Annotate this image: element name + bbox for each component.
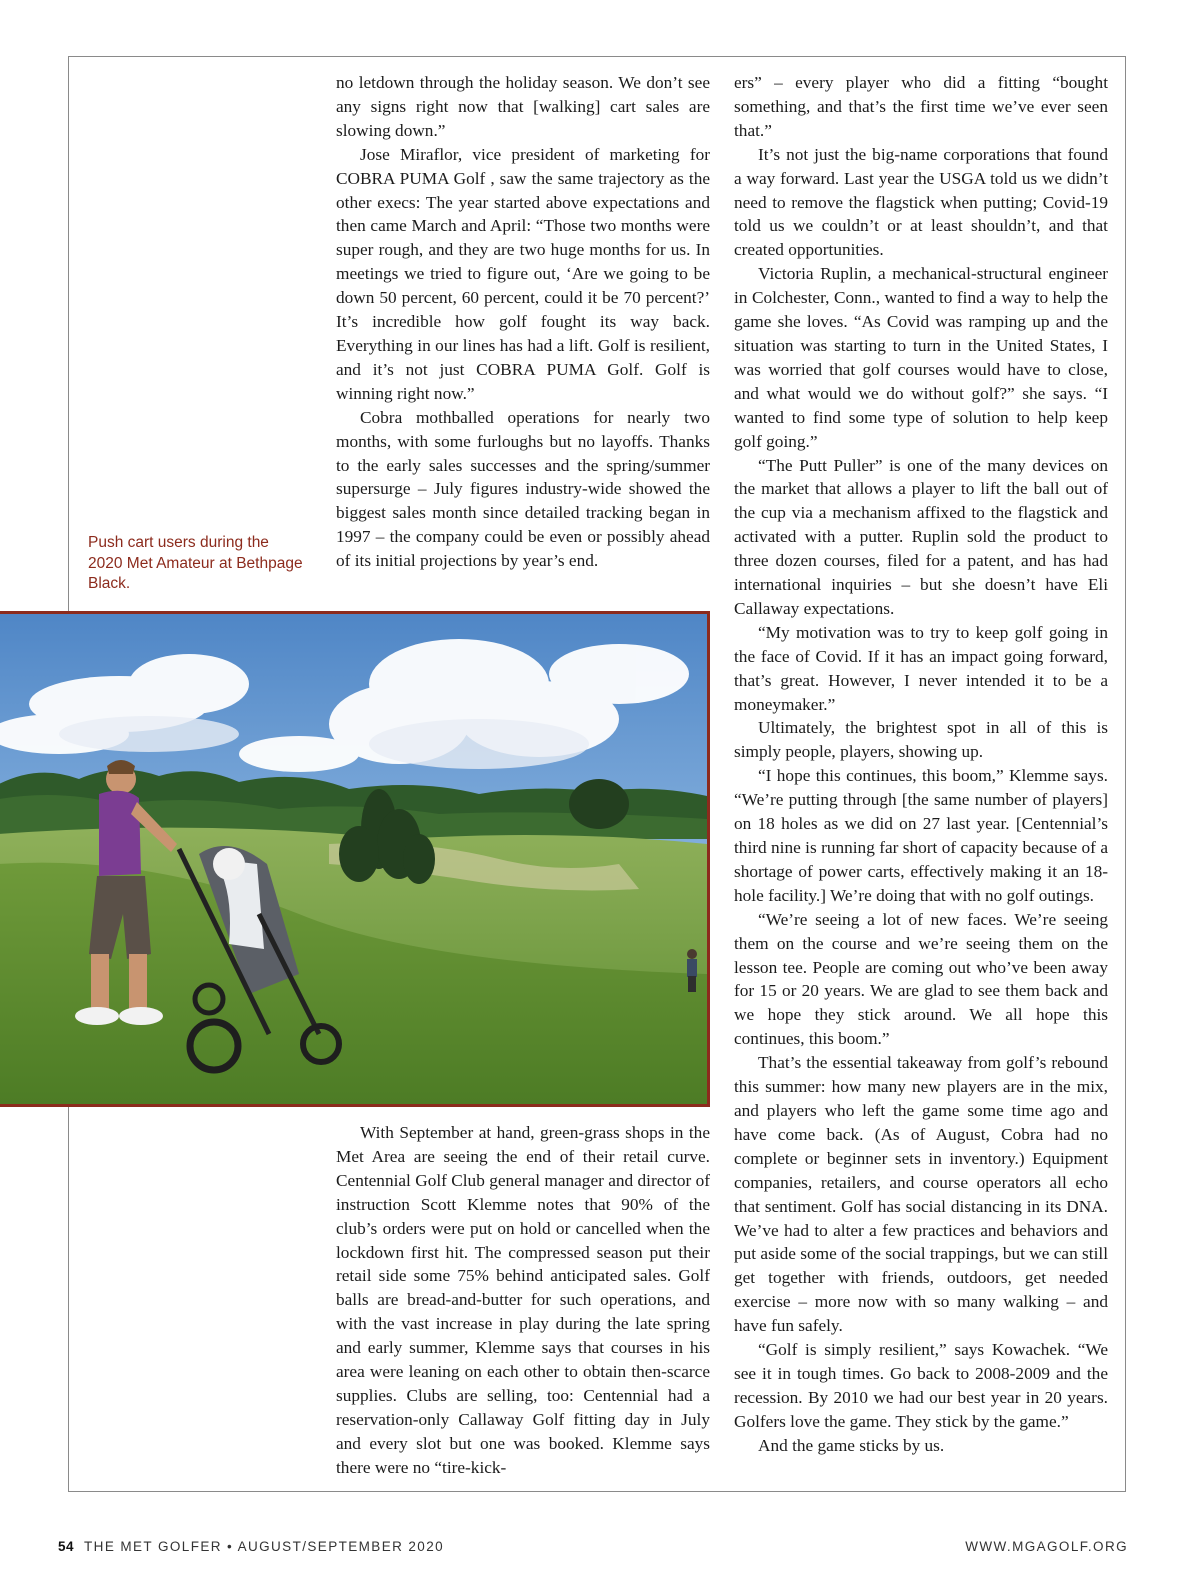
website-link[interactable]: WWW.MGAGOLF.ORG — [965, 1539, 1128, 1554]
paragraph: “I hope this continues, this boom,” Klemme says. “We’re putting through [the same number of players] on 18 holes as we did on 27 last year. [Centennial’s third nine is running far short of capacity because of a shortage of power carts, effectively making it an 18-hole facility.] We’re doing that with no golf outings. — [734, 766, 1108, 905]
paragraph: Jose Miraflor, vice president of marketing for COBRA PUMA Golf , saw the same trajectory as the other execs: The year started above expectations and then came March and April: “Those two months were super rough, and they are two huge months for us. In meetings we tried to figure out, ‘Are we going to be down 50 percent, 60 percent, could it be 70 percent?’ It’s incredible how golf fought its way back. Everything in our lines has had a lift. Golf is resilient, and it’s not just COBRA PUMA Golf. Golf is winning right now.” — [336, 144, 710, 403]
photo-caption: Push cart users during the 2020 Met Amateur at Bethpage Black. — [88, 534, 303, 592]
article-column-left-top — [336, 71, 710, 573]
article-column-right — [734, 71, 1108, 1458]
paragraph: Victoria Ruplin, a mechanical-structural engineer in Colchester, Conn., wanted to find a way to help the game she loves. “As Covid was ramping up and the situation was starting to turn in the United States, I was worried that golf courses would have to close, and what would we do without golf?” she says. “I wanted to find some type of solution to help keep golf going.” — [734, 264, 1108, 451]
paragraph: “We’re seeing a lot of new faces. We’re seeing them on the course and we’re seeing them on the lesson tee. People are coming out who’ve been away for 15 or 20 years. We are glad to see them back and we hope they stick around. We all hope this continues, this boom.” — [734, 909, 1108, 1049]
page-footer — [58, 1539, 1128, 1557]
article-column-left-bottom — [336, 1121, 710, 1480]
paragraph: Cobra mothballed operations for nearly two months, with some furloughs but no layoffs. Thanks to the early sales successes and the spring/summer supersurge – July figures industry-wide showed the biggest sales month since detailed tracking began in 1997 – the company could be even or possibly ahead of its initial projections by year’s end. — [336, 407, 710, 571]
paragraph: “The Putt Puller” is one of the many devices on the market that allows a player to lift the ball out of the cup via a mechanism affixed to the flagstick and activated with a putter. Ruplin sold the product to three dozen courses, filed for a patent, and has had international inquiries – but she doesn’t have Eli Callaway expectations. — [734, 455, 1108, 618]
paragraph: “My motivation was to try to keep golf going in the face of Covid. If it has an impact going forward, that’s great. However, I never intended it to be a moneymaker.” — [734, 622, 1108, 714]
paragraph: Ultimately, the brightest spot in all of this is simply people, players, showing up. — [734, 718, 1108, 762]
paragraph: With September at hand, green-grass shops in the Met Area are seeing the end of their retail curve. Centennial Golf Club general manager and director of instruction Scott Klemme notes that 90% of the club’s orders were put on hold or cancelled when the lockdown first hit. The compressed season put their retail side some 75% behind anticipated sales. Golf balls are bread-and-butter for such operations, and with the vast increase in play during the late spring and early summer, Klemme says that courses in his area were leaning on each other to obtain then-scarce supplies. Clubs are selling, too: Centennial had a reservation-only Callaway Golf fitting day in July and every slot but one was booked. Klemme says there were no “tire-kick- — [336, 1123, 710, 1477]
publication-info: THE MET GOLFER • AUGUST/SEPTEMBER 2020 — [84, 1539, 445, 1554]
paragraph: That’s the essential takeaway from golf’s rebound this summer: how many new players are in the mix, and players who left the game some time ago and have come back. (As of August, Cobra had no complete or beginner sets in inventory.) Equipment companies, retailers, and course operators all echo that sentiment. Golf has social distancing in its DNA. We’ve had to alter a few practices and behaviors and put aside some of the social trappings, but we can still get together with friends, outdoors, get needed exercise – more now with so many walking – and have fun safely. — [734, 1053, 1108, 1336]
paragraph: And the game sticks by us. — [758, 1435, 945, 1455]
golf-course-photo — [0, 611, 710, 1107]
paragraph: It’s not just the big-name corporations that found a way forward. Last year the USGA told us we didn’t need to remove the flagstick when putting; Covid-19 told us we couldn’t or at least shouldn’t, and that created opportunities. — [734, 144, 1108, 260]
page-number: 54 — [58, 1539, 75, 1554]
paragraph: no letdown through the holiday season. We don’t see any signs right now that [walking] cart sales are slowing down.” — [336, 73, 710, 140]
paragraph: ers” – every player who did a fitting “bought something, and that’s the first time we’ve ever seen that.” — [734, 73, 1108, 140]
paragraph: “Golf is simply resilient,” says Kowachek. “We see it in tough times. Go back to 2008-2009 and the recession. By 2010 we had our best year in 20 years. Golfers love the game. They stick by the game.” — [734, 1340, 1108, 1431]
